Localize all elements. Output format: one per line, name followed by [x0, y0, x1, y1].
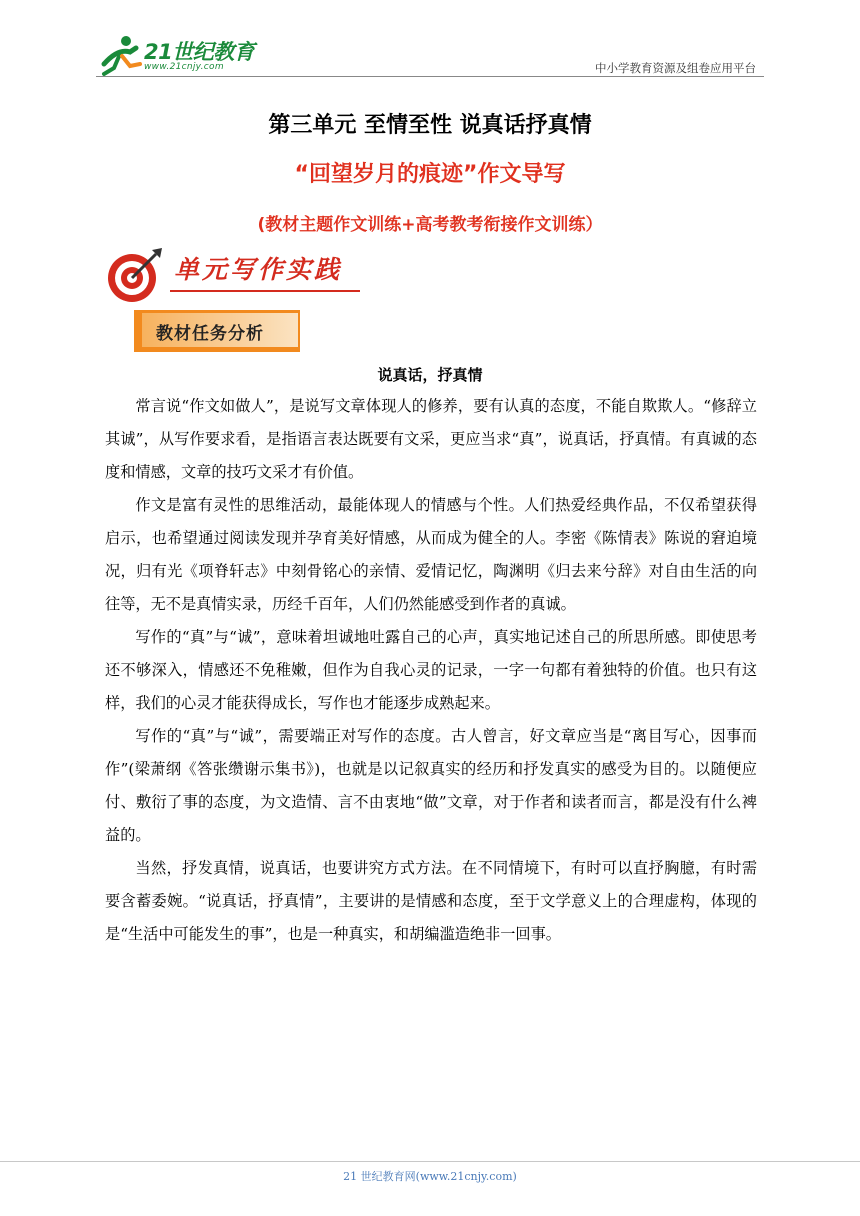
unit-title: 第三单元 至情至性 说真话抒真情 — [268, 113, 592, 138]
essay-title: “回望岁月的痕迹”作文导写 — [294, 162, 566, 187]
page-header — [0, 0, 860, 80]
logo-brand-text: 21世纪教育 — [144, 40, 255, 64]
logo-url-text: www.21cnjy.com — [144, 62, 224, 72]
task-analysis-tag — [134, 310, 300, 352]
unit-writing-practice-banner — [104, 244, 364, 304]
section-title: 说真话，抒真情 — [377, 366, 483, 384]
practice-heading: 单元写作实践 — [174, 255, 343, 284]
paragraph-3: 写作的“真”与“诚”，意味着坦诚地吐露自己的心声，真实地记述自己的所思所感。即使思考还不够深入，情感还不免稚嫩，但作为自我心灵的记录，一字一句都有着独特的价值。也只有这样，我们的心灵才能获得成长，写作也才能逐步成熟起来。 — [105, 628, 757, 712]
training-subtitle: (教材主题作文训练+高考教考衔接作文训练） — [257, 215, 603, 235]
task-analysis-label: 教材任务分析 — [156, 324, 264, 344]
section-body — [105, 390, 757, 951]
target-arrow-icon — [104, 244, 166, 306]
paragraph-1: 常言说“作文如做人”，是说写文章体现人的修养，要有认真的态度，不能自欺欺人。“修辞立其诚”，从写作要求看，是指语言表达既要有文采，更应当求“真”，说真话，抒真情。有真诚的态度和情感，文章的技巧文采才有价值。 — [105, 397, 757, 481]
paragraph-5: 当然，抒发真情，说真话，也要讲究方式方法。在不同情境下，有时可以直抒胸臆，有时需要含蓄委婉。“说真话，抒真情”，主要讲的是情感和态度，至于文学意义上的合理虚构，体现的是“生活中可能发生的事”，也是一种真实，和胡编滥造绝非一回事。 — [105, 859, 757, 943]
footer-divider — [0, 1161, 860, 1162]
platform-name: 中小学教育资源及组卷应用平台 — [595, 61, 756, 75]
practice-underline — [170, 290, 360, 292]
paragraph-4: 写作的“真”与“诚”，需要端正对写作的态度。古人曾言，好文章应当是“离目写心，因事而作”(梁萧纲《答张缵谢示集书》)，也就是以记叙真实的经历和抒发真实的感受为目的。以随便应付、敷衍了事的态度，为文造情、言不由衷地“做”文章，对于作者和读者而言，都是没有什么裨益的。 — [105, 727, 757, 844]
site-logo[interactable] — [96, 34, 266, 78]
footer-link[interactable]: 21 世纪教育网(www.21cnjy.com) — [343, 1170, 517, 1183]
paragraph-2: 作文是富有灵性的思维活动，最能体现人的情感与个性。人们热爱经典作品，不仅希望获得启示，也希望通过阅读发现并孕育美好情感，从而成为健全的人。李密《陈情表》陈说的窘迫境况，归有光《项脊轩志》中刻骨铭心的亲情、爱情记忆，陶渊明《归去来兮辞》对自由生活的向往等，无不是真情实录，历经千百年，人们仍然能感受到作者的真诚。 — [105, 496, 757, 613]
runner-logo-icon — [96, 34, 146, 78]
header-divider — [96, 76, 764, 77]
